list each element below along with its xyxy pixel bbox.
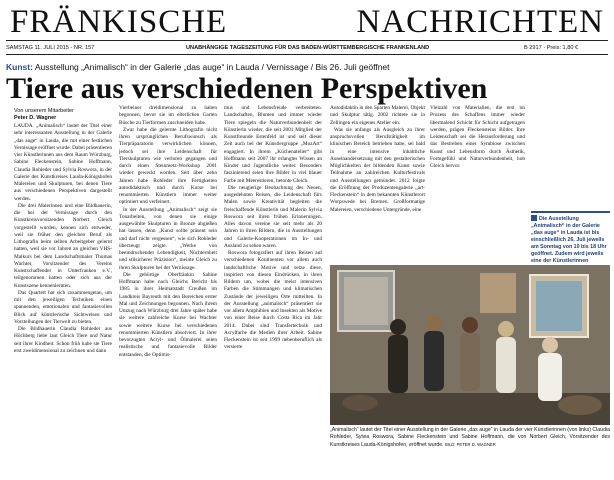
article-column-3 [224, 105, 322, 480]
edition-price: B 2917 · Preis: 1,80 € [524, 45, 579, 51]
paragraph: mus und Lebensfreude verbreiteten. Landschaften, Blumen und immer wieder Tiere spiegeln die Naturverbundenheit der Künstlerin wieder, die seit 2001 Mitglied der Kunstfreunde Estenfeld ist und seit dieser Zeit auch bei der Künstlergruppe „MozArt“ engagiert. In ihrem „Küchenatelier“ gibt Hoffmann seit 2007 ihr erlangtes Wissen an Kinder und Jugendliche weiter. Besonders faszinierend seien ihre Bilder in viel blauer Farbe mit Meerestieren, betonte Gleich. [224, 105, 322, 184]
byline-author: Peter D. Wagner [14, 115, 57, 121]
paragraph: LAUDA. „Animalisch“ lautet der Titel einer sehr interessanten Ausstellung in der Galerie „das auge“ in Lauda, die mit einer festlichen Vernissage eröffnet wurde. Dabei präsentieren vier Künstlerinnen aus dem Raum Würzburg, Sabine Fleckenstein, Sabine Hoffmann, Claudia Rohleder und Sylvia Roswora, in der Galerie des Kunstkreises Lauda-Königshofen Malereien und Skulpturen, bei denen Tiere aus verschiedenen Perspektiven dargestellt werden. [14, 123, 112, 202]
kicker-label: Kunst: [6, 62, 33, 72]
article-photo [330, 265, 610, 425]
byline [14, 108, 74, 122]
kicker-text: Ausstellung „Animalisch“ in der Galerie „das auge“ in Lauda / Vernissage / Bis 26. Juli geöffnet [34, 62, 390, 72]
paragraph: Die neugierige Beobachtung des Neuen, ausgedehnten Reisen, die Leidenschaft fürs Malen sowie Kreativität begleiten die freischaffende Künstlerin und Malerin Sylvia Roswora seit ihren frühen Erinnerungen. Alles davon vereine sie seit mehr als 20 Jahren in ihren Bildern, die in Ausstellungen und Galerie-Kooperationen im In- und Ausland zu sehen waren. [224, 184, 322, 249]
photo-caption [330, 427, 610, 449]
paragraph: Autodidaktin in den Sparten Malerei, Objekt und Skulptur tätig. 2002 richtete sie in Zellingen ein eigenes Atelier ein. [330, 105, 425, 126]
issue-date: SAMSTAG 11. JULI 2015 - NR. 157 [6, 45, 95, 51]
masthead [0, 0, 614, 56]
headline: Tiere aus verschiedenen Perspektiven [6, 72, 488, 105]
paragraph: In der Ausstellung „Animalisch“ zeigt sie Tonarbeiten, von denen sie einige ausgewählte Skulpturen in Bronze abgießen hat lassen, denn „Kunst sollte präsent sein und darf nicht vergessen“, wie sich Rohleder überzeugt zeigte. „Werke von beeindruckender Lebendigkeit, Nüchternheit und stilsicherer Präzision“, meinte Gleich zu ihren Skulpturen bei der Vernissage. [119, 206, 217, 271]
paragraph: Die gebürtige Oberfränkin Sabine Hoffmann habe nach Gleichs Bericht bis 1985 in ihrer Heimatstadt Creußen im Landkreis Bayreuth mit den Bereichen erster Mal und Zeichnungen begonnen. Nach ihrem Umzug nach Würzburg drei Jahre später habe sie weitere zahlreiche Kurse bei Wachter sowie weitere Kurse bei verschiedenen renommierten Künstlern absolviert. In ihrer bevorzugten Acryl- und Ölmalerei seien realistische und fantasievolle Bilder entstanden, die Optimis- [119, 271, 217, 358]
caption-text: „Animalisch“ lautet der Titel einer Ausstellung in der Galerie „das auge“ in Lauda der vier Künstlerinnen (von links) Claudia Rohleder, Sylvia Roswora, Sabine Fleckenstein und Sabine Hoffmann, die von Norbert Gleich, Vorsitzender des Kunstkreises Lauda-Königshofen, eröffnet wurde. [330, 427, 610, 448]
paragraph: Roswora fotografiert auf ihren Reisen auf verschiedenen Kontinenten vor allem auch landschaftliche Motive und setze diese, inspiriert von diesen Eindrücken, in ihren Bildern um, wobei die meist intensiven Farben die Stimmungen und klimatischen Zustände der jeweiligen Orte mitteilten. In der Ausstellung „animalisch“ präsentiert sie vor allem Amphibien und Insekten als Motive von einer Reise durch Costa Rica im Jahr 2014. Dabei sind Transfertechnik und Acrylfarbe die Medien ihrer Arbeit. Sabine Fleckenstein ist seit 1999 nebenberuflich als versierte [224, 250, 322, 351]
paragraph: Zwar habe die gelernte Lithografin nicht ihren ursprünglichen Berufswunsch als Tierpräparatorin verwirklichen können, jedoch sei ihre Leidenschaft für Tierskulpturen wie verloren gegangen und durch einen Steinmetz-Workshop 2001 wieder geweckt worden. Seit über zehn Jahren habe Rohleder ihre Fertigkeiten autodidaktisch und durch Kurse bei renommierten Künstlern immer weiter optimiert und verfeinert. [119, 126, 217, 206]
photo-credit: BILD: PETER D. WAGNER [444, 442, 496, 447]
masthead-rule [6, 40, 608, 41]
info-box [531, 211, 610, 267]
info-arrow-icon [531, 215, 537, 221]
article-column-1 [14, 123, 112, 480]
group-photo-illustration [330, 265, 610, 425]
paragraph: Vielzahl von Materialien, die erst im Prozess des Schaffens immer wieder übermalend Schicht für Schicht aufgetragen werden, prägen Fleckensteins Bilder. Ihre Leidenschaft sei die Herausforderung und das Bestreben einer Symbiose zwischen Kunst und Lebensform durch Ästhetik, Formgefühl und Naturverbundenheit, hob Gleich hervor. [430, 105, 525, 169]
tagline: UNABHÄNGIGE TAGESZEITUNG FÜR DAS BADEN-WÜRTTEMBERGISCHE FRANKENLAND [186, 45, 430, 51]
paragraph: Die Bildhauerin Claudia Rohleder aus Höchberg liebe laut Gleich Tiere und Natur seit ihrer Kindheit. Schon früh habe sie Tiere erst zweidimensional zu zeichnen und dann [14, 326, 112, 354]
masthead-info [6, 42, 608, 54]
article-column-5 [430, 105, 525, 262]
newspaper-title: FRÄNKISCHE NACHRICHTEN [10, 4, 604, 40]
info-box-text: Die Ausstellung „Animalisch“ in der Galerie „das auge“ in Lauda ist bis einschließlich 26. Juli jeweils am Sonntag von 10 bis 18 Uhr geöffnet. Zudem wird jeweils eine der Künstlerinnen [531, 216, 607, 264]
paragraph: Was sie anfangs als Ausgleich zu ihrer anspruchsvollen Berufstätigkeit im klinischen Bereich betrieben habe, sei bald in eine intensive inhaltliche Auseinandersetzung mit den gestalterischen Möglichkeiten der bildenden Kunst sowie Teilnahme an zahlreichen Kulturfestivals und Ausstellungen gemündet. 2012 folgte die Eröffnung der Produzentengalerie „art-Fleckenstein“ in dem bekannten Künstlerort Worpswede bei Bremen. Großformatige Malereien, verschiedene Untergründe, eine [330, 126, 425, 213]
masthead-rule-bottom [6, 54, 608, 55]
paragraph: Vierbeiner dreidimensional zu haben begonnen, bevor sie im elterlichen Garten Büsche zu Tierformen zuschneiden habe. [119, 105, 217, 126]
article-column-4 [330, 105, 425, 262]
byline-intro: Von unserem Mitarbeiter [14, 108, 74, 114]
article-column-2 [119, 105, 217, 480]
paragraph: Die drei Malerinnen und eine Bildhauerin, die bei der Vernissage durch den Kunstkreisvorsitzenden Norbert Gleich vorgestellt wurden, kennen sich entweder, weil sie früher den gleichen Beruf als Lithografin beim selben Arbeitgeber gelernt hatten, weil sie vor Jahren an gleichen VHS-Malkurs bei dem Landschaftsmaler Thomas Wachter, Vorsitzender des Vereins Kunstschaffender in Unterfranken e.V., teilgenommen hatten oder sich aus der Kunstszene kennenlernten. [14, 202, 112, 289]
paragraph: Das Quartett hat sich zusammengetan, um mit den jeweiligen Techniken einen spannenden, emotionalen und fantasievollen Blick auf künstlerische Sichtweisen und Vorstellungen der Tierwelt zu bieten. [14, 289, 112, 325]
